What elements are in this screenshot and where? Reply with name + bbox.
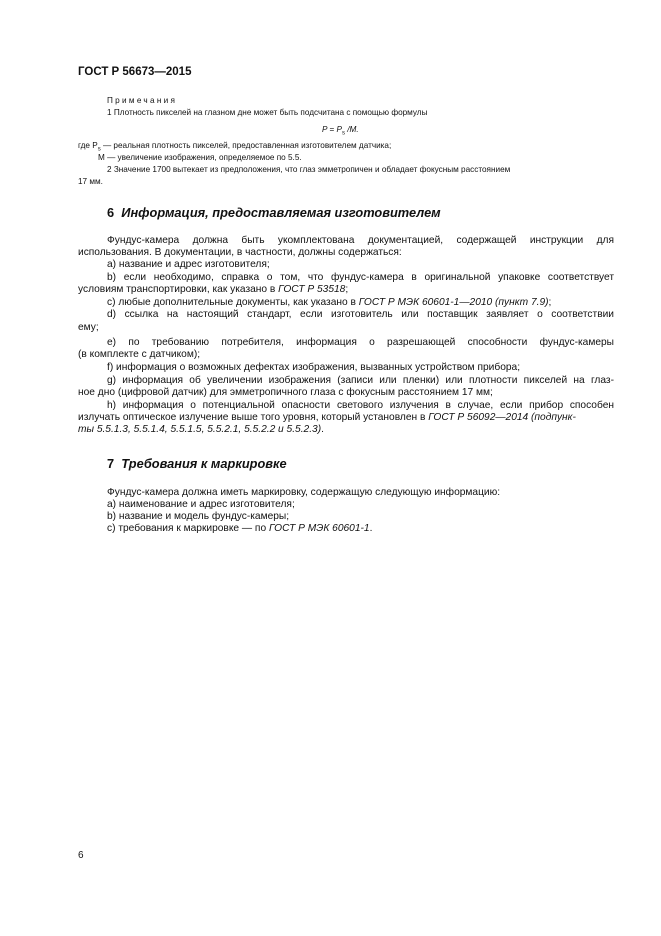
- s6-item-h-cont2: ты 5.5.1.3, 5.5.1.4, 5.5.1.5, 5.5.2.1, 5.5.2.2 и 5.5.2.3).: [78, 424, 324, 435]
- subclause-list: ты 5.5.1.3, 5.5.1.4, 5.5.1.5, 5.5.2.1, 5.5.2.2 и 5.5.2.3): [78, 424, 322, 435]
- s6-item-e-cont: (в комплекте с датчиком);: [78, 349, 201, 360]
- s6-line: использования. В документации, в частности, должны содержаться:: [78, 247, 402, 258]
- section-7-heading: [107, 456, 287, 471]
- s7-item-c: с) требования к маркировке — по ГОСТ Р МЭК 60601-1.: [107, 523, 373, 534]
- s7-item-a: а) наименование и адрес изготовителя;: [107, 499, 295, 510]
- s6-item-a: а) название и адрес изготовителя;: [107, 259, 270, 270]
- s6-item-g: g) информация об увеличении изображения (записи или пленки) или плотности пикселей на глаз-: [107, 375, 614, 386]
- gost-iec-60601-ref: ГОСТ Р МЭК 60601-1—2010 (пункт 7.9): [358, 297, 549, 308]
- where-text: — реальная плотность пикселей, предоставленная изготовителем датчика;: [100, 141, 392, 150]
- s6-item-g-cont: ное дно (цифровой датчик) для эмметропичного глаза с фокусным расстоянием 17 мм;: [78, 387, 493, 398]
- s6-item-b-cont: условиям транспортировки, как указано в ГОСТ Р 53518;: [78, 284, 349, 295]
- s6-item-e: е) по требованию потребителя, информация о разрешающей способности фундус-камеры: [107, 337, 614, 348]
- s7-item-b: b) название и модель фундус-камеры;: [107, 511, 290, 522]
- section-7-title: Требования к маркировке: [121, 456, 287, 471]
- page-number: 6: [78, 850, 84, 861]
- note-2-line-2: 17 мм.: [78, 177, 103, 186]
- gost-53518-ref: ГОСТ Р 53518: [278, 284, 346, 295]
- formula: [322, 124, 359, 140]
- s6-item-d: d) ссылка на настоящий стандарт, если изготовитель или поставщик заявляет о соответствии: [107, 309, 614, 320]
- m-definition: M — увеличение изображения, определяемое по 5.5.: [98, 153, 302, 162]
- formula-lhs: P = P: [322, 125, 342, 134]
- note-1: 1 Плотность пикселей на глазном дне может быть подсчитана с помощью формулы: [107, 108, 428, 117]
- section-6-title: Информация, предоставляемая изготовителем: [121, 205, 441, 220]
- where-prefix: где P: [78, 141, 98, 150]
- gost-56092-ref: ГОСТ Р 56092—2014 (подпунк-: [428, 412, 576, 423]
- note-2-line-1: 2 Значение 1700 вытекает из предположения, что глаз эмметропичен и обладает фокусным расстоянием: [107, 165, 511, 174]
- s6-item-h-cont: излучать оптическое излучение выше того уровня, который установлен в ГОСТ Р 56092—2014 (подпунк-: [78, 412, 576, 423]
- formula-subscript: s: [341, 130, 345, 137]
- standard-code-header: ГОСТ Р 56673—2015: [78, 66, 192, 78]
- s6-item-f: f) информация о возможных дефектах изображения, вызванных устройством прибора;: [107, 362, 521, 373]
- s7-intro: Фундус-камера должна иметь маркировку, содержащую следующую информацию:: [107, 487, 501, 498]
- gost-iec-60601-1-ref: ГОСТ Р МЭК 60601-1: [268, 523, 370, 534]
- formula-tail: /M.: [344, 125, 359, 134]
- s6-item-h: h) информация о потенциальной опасности светового излучения в случае, если прибор способен: [107, 400, 614, 411]
- s6-item-c: с) любые дополнительные документы, как указано в ГОСТ Р МЭК 60601-1—2010 (пункт 7.9);: [107, 297, 552, 308]
- notes-title: Примечания: [107, 96, 178, 105]
- s6-item-b: b) если необходимо, справка о том, что фундус-камера в оригинальной упаковке соответствует: [107, 272, 614, 283]
- s6-line: Фундус-камера должна быть укомплектована документацией, содержащей инструкции для: [107, 235, 614, 246]
- s6-item-d-cont: ему;: [78, 322, 99, 333]
- section-6-number: 6: [107, 205, 115, 220]
- where-subscript: s: [97, 146, 101, 153]
- section-6-heading: [107, 205, 441, 220]
- section-7-number: 7: [107, 456, 115, 471]
